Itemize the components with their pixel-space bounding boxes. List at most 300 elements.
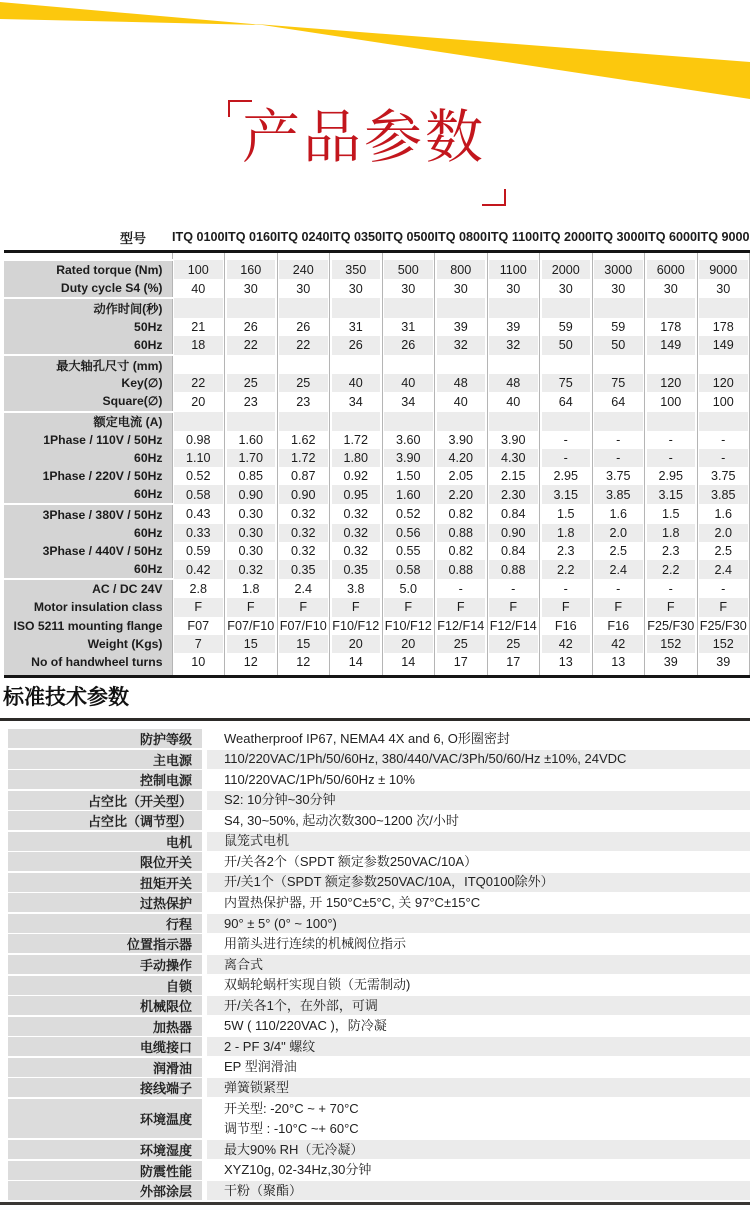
spec-cell bbox=[697, 412, 750, 431]
spec-cell: 2.4 bbox=[277, 579, 330, 598]
spec-cell: 40 bbox=[330, 374, 383, 392]
spec-cell: 22 bbox=[225, 336, 278, 355]
tech-row-value bbox=[207, 1058, 750, 1077]
spec-cell bbox=[382, 412, 435, 431]
spec-row bbox=[2, 485, 750, 504]
spec-cell: 0.92 bbox=[330, 467, 383, 485]
spec-cell: 3.15 bbox=[540, 485, 593, 504]
spec-row bbox=[2, 298, 750, 317]
spec-cell bbox=[697, 355, 750, 374]
spec-cell: 22 bbox=[277, 336, 330, 355]
tech-row bbox=[0, 996, 750, 1015]
spec-cell: 2.0 bbox=[592, 524, 645, 542]
tech-row-label: 环境温度 bbox=[8, 1099, 202, 1139]
spec-cell: 1100 bbox=[487, 260, 540, 279]
spec-cell: 23 bbox=[277, 392, 330, 411]
spacer-cell bbox=[382, 252, 435, 261]
tech-row-value-line: 110/220VAC/1Ph/50/60Hz, 380/440/VAC/3Ph/50/60/Hz ±10%, 24VDC bbox=[224, 751, 627, 767]
tech-row bbox=[0, 873, 750, 892]
spec-row bbox=[2, 524, 750, 542]
spec-cell bbox=[540, 298, 593, 317]
spec-cell: F16 bbox=[540, 617, 593, 635]
spec-cell: 6000 bbox=[645, 260, 698, 279]
model-name: ITQ 0500 bbox=[382, 224, 435, 252]
spacer-cell bbox=[330, 252, 383, 261]
spec-cell: 0.35 bbox=[330, 560, 383, 579]
spec-cell: 1.60 bbox=[382, 485, 435, 504]
spec-cell: 48 bbox=[487, 374, 540, 392]
tech-row-value-line: 鼠笼式电机 bbox=[224, 833, 290, 849]
spec-cell: 0.95 bbox=[330, 485, 383, 504]
model-header-label: 型号 bbox=[2, 224, 172, 252]
spec-cell: 13 bbox=[592, 653, 645, 671]
tech-row-value-line: XYZ10g, 02-34Hz,30分钟 bbox=[224, 1162, 372, 1178]
spec-cell: 2.95 bbox=[540, 467, 593, 485]
spec-cell: 2.8 bbox=[172, 579, 225, 598]
tech-row-value bbox=[207, 914, 750, 933]
spec-row-label: No of handwheel turns bbox=[2, 653, 172, 671]
spec-cell: F07/F10 bbox=[225, 617, 278, 635]
spec-cell: 0.90 bbox=[487, 524, 540, 542]
spec-row-label: 3Phase / 440V / 50Hz bbox=[2, 542, 172, 560]
tech-row-label: 接线端子 bbox=[8, 1078, 202, 1097]
spec-cell: 0.88 bbox=[487, 560, 540, 579]
spacer-cell bbox=[225, 671, 278, 677]
spec-cell: 25 bbox=[225, 374, 278, 392]
spec-cell: F bbox=[330, 598, 383, 616]
spec-cell: 100 bbox=[172, 260, 225, 279]
spec-cell: 0.59 bbox=[172, 542, 225, 560]
spec-row bbox=[2, 431, 750, 449]
spec-cell bbox=[172, 298, 225, 317]
tech-row-value bbox=[207, 811, 750, 830]
spec-row bbox=[2, 504, 750, 523]
spacer-row bbox=[2, 252, 750, 261]
spec-cell bbox=[225, 355, 278, 374]
spec-row-label: ISO 5211 mounting flange bbox=[2, 617, 172, 635]
tech-row-label: 手动操作 bbox=[8, 955, 202, 974]
spec-cell: 1.5 bbox=[540, 504, 593, 523]
tech-row-value-line: 双蜗轮蜗杆实现自锁（无需制动) bbox=[224, 977, 411, 993]
spec-cell: 1.80 bbox=[330, 449, 383, 467]
model-header-row bbox=[2, 224, 750, 252]
spec-cell: 39 bbox=[697, 653, 750, 671]
spec-row bbox=[2, 560, 750, 579]
tech-row-value bbox=[207, 832, 750, 851]
spec-cell: 48 bbox=[435, 374, 488, 392]
spec-row-label: 1Phase / 220V / 50Hz bbox=[2, 467, 172, 485]
spec-cell: 30 bbox=[382, 279, 435, 298]
spec-cell: 0.58 bbox=[382, 560, 435, 579]
spec-cell: 26 bbox=[330, 336, 383, 355]
spec-cell: 2.2 bbox=[645, 560, 698, 579]
spec-cell: - bbox=[645, 449, 698, 467]
spec-cell: 0.88 bbox=[435, 524, 488, 542]
spec-cell: 0.32 bbox=[277, 504, 330, 523]
spec-row-label: 动作时间(秒) bbox=[2, 298, 172, 317]
spec-cell: - bbox=[592, 431, 645, 449]
tech-row bbox=[0, 955, 750, 974]
spec-cell bbox=[540, 412, 593, 431]
tech-row bbox=[0, 1058, 750, 1077]
spacer-cell bbox=[435, 671, 488, 677]
tech-row-label: 位置指示器 bbox=[8, 934, 202, 953]
spec-cell: 1.8 bbox=[645, 524, 698, 542]
spec-row bbox=[2, 653, 750, 671]
spec-row bbox=[2, 355, 750, 374]
tech-row bbox=[0, 934, 750, 953]
spec-row-label: 50Hz bbox=[2, 318, 172, 336]
tech-row-value-line: 调节型 : -10°C ~+ 60°C bbox=[224, 1120, 359, 1136]
spacer-label-cell bbox=[2, 252, 172, 261]
tech-row bbox=[0, 976, 750, 995]
spec-cell: 2.05 bbox=[435, 467, 488, 485]
spec-cell: 0.85 bbox=[225, 467, 278, 485]
spec-cell: 39 bbox=[645, 653, 698, 671]
model-name: ITQ 0240 bbox=[277, 224, 330, 252]
spec-row bbox=[2, 412, 750, 431]
spec-cell: F bbox=[540, 598, 593, 616]
spec-cell: 12 bbox=[225, 653, 278, 671]
spec-cell: F12/F14 bbox=[435, 617, 488, 635]
tech-row-label: 防护等级 bbox=[8, 729, 202, 748]
tech-row-value-line: 开/关各1个，在外部，可调 bbox=[224, 997, 378, 1013]
spec-cell: 0.87 bbox=[277, 467, 330, 485]
spec-row bbox=[2, 598, 750, 616]
spec-cell bbox=[435, 412, 488, 431]
model-name: ITQ 0100 bbox=[172, 224, 225, 252]
spec-cell: F bbox=[697, 598, 750, 616]
tech-row bbox=[0, 1017, 750, 1036]
spec-cell: 3.90 bbox=[435, 431, 488, 449]
spec-cell: - bbox=[435, 579, 488, 598]
tech-row-label: 外部涂层 bbox=[8, 1181, 202, 1200]
spec-cell: 2.0 bbox=[697, 524, 750, 542]
spec-cell: 75 bbox=[540, 374, 593, 392]
tech-row bbox=[0, 750, 750, 769]
spec-row-label: 60Hz bbox=[2, 560, 172, 579]
spacer-cell bbox=[172, 252, 225, 261]
spec-cell: F07 bbox=[172, 617, 225, 635]
spec-cell: 34 bbox=[382, 392, 435, 411]
spec-row bbox=[2, 279, 750, 298]
spacer-cell bbox=[487, 671, 540, 677]
spec-cell: 0.32 bbox=[330, 524, 383, 542]
spec-cell: - bbox=[540, 579, 593, 598]
tech-row-label: 防震性能 bbox=[8, 1161, 202, 1180]
spec-cell: 2000 bbox=[540, 260, 593, 279]
spec-row-label: Key(∅) bbox=[2, 374, 172, 392]
model-name: ITQ 1100 bbox=[487, 224, 540, 252]
spec-cell bbox=[487, 298, 540, 317]
tech-row bbox=[0, 791, 750, 810]
spec-row-label: 最大轴孔尺寸 (mm) bbox=[2, 355, 172, 374]
spec-cell: 800 bbox=[435, 260, 488, 279]
spacer-cell bbox=[487, 252, 540, 261]
tech-row-label: 电机 bbox=[8, 832, 202, 851]
spec-cell: F bbox=[277, 598, 330, 616]
tech-row bbox=[0, 893, 750, 912]
spec-cell: 25 bbox=[277, 374, 330, 392]
yellow-ribbon-graphic bbox=[0, 0, 750, 115]
model-name: ITQ 6000 bbox=[645, 224, 698, 252]
spec-cell: 240 bbox=[277, 260, 330, 279]
spec-cell: 30 bbox=[330, 279, 383, 298]
spec-cell: 39 bbox=[435, 318, 488, 336]
spec-cell: 100 bbox=[645, 392, 698, 411]
tech-row-value bbox=[207, 1161, 750, 1180]
spec-cell: 0.55 bbox=[382, 542, 435, 560]
spec-row-label: Duty cycle S4 (%) bbox=[2, 279, 172, 298]
spec-cell bbox=[172, 412, 225, 431]
spec-cell: 0.33 bbox=[172, 524, 225, 542]
tech-row-value bbox=[207, 996, 750, 1015]
spec-cell: - bbox=[540, 431, 593, 449]
spacer-cell bbox=[382, 671, 435, 677]
spacer-cell bbox=[540, 252, 593, 261]
spec-cell: 2.4 bbox=[592, 560, 645, 579]
spacer-cell bbox=[330, 671, 383, 677]
tech-row-value bbox=[207, 852, 750, 871]
tech-section-heading: 标准技术参数 bbox=[3, 686, 129, 709]
tech-row-value-line: S2: 10分钟~30分钟 bbox=[224, 792, 336, 808]
spec-row bbox=[2, 635, 750, 653]
spec-cell bbox=[435, 355, 488, 374]
tech-row-value bbox=[207, 791, 750, 810]
spec-cell bbox=[330, 298, 383, 317]
tech-row-value-line: 最大90% RH（无冷凝） bbox=[224, 1141, 364, 1157]
spec-cell: 0.42 bbox=[172, 560, 225, 579]
model-name: ITQ 9000 bbox=[697, 224, 750, 252]
spec-cell: 26 bbox=[382, 336, 435, 355]
spec-cell: 2.95 bbox=[645, 467, 698, 485]
spec-cell: 26 bbox=[225, 318, 278, 336]
spec-cell: 149 bbox=[697, 336, 750, 355]
tech-row-label: 占空比（开关型） bbox=[8, 791, 202, 810]
tech-row-value bbox=[207, 934, 750, 953]
spec-row bbox=[2, 318, 750, 336]
tech-row bbox=[0, 1161, 750, 1180]
tech-row-label: 机械限位 bbox=[8, 996, 202, 1015]
tech-row bbox=[0, 852, 750, 871]
spec-cell: 1.62 bbox=[277, 431, 330, 449]
tech-row-value-line: 弹簧锁紧型 bbox=[224, 1079, 290, 1095]
spec-cell: - bbox=[645, 431, 698, 449]
spec-cell: 30 bbox=[592, 279, 645, 298]
model-name: ITQ 0350 bbox=[330, 224, 383, 252]
page-title-block bbox=[228, 100, 514, 206]
page-bottom-divider bbox=[0, 1202, 750, 1205]
spec-cell: 0.32 bbox=[330, 542, 383, 560]
spec-cell: 3.85 bbox=[697, 485, 750, 504]
spacer-cell bbox=[172, 671, 225, 677]
spec-cell: 178 bbox=[645, 318, 698, 336]
spacer-cell bbox=[697, 671, 750, 677]
spec-cell: 15 bbox=[277, 635, 330, 653]
spec-cell: 15 bbox=[225, 635, 278, 653]
spec-row bbox=[2, 449, 750, 467]
spec-cell: 2.15 bbox=[487, 467, 540, 485]
spec-cell: 59 bbox=[592, 318, 645, 336]
tech-row-value-line: 2 - PF 3/4" 螺纹 bbox=[224, 1038, 316, 1054]
spec-cell: 1.5 bbox=[645, 504, 698, 523]
spec-cell: F bbox=[172, 598, 225, 616]
spec-cell: 32 bbox=[487, 336, 540, 355]
spec-cell: 21 bbox=[172, 318, 225, 336]
spec-cell: 40 bbox=[487, 392, 540, 411]
spec-cell: 5.0 bbox=[382, 579, 435, 598]
tech-row-label: 电缆接口 bbox=[8, 1037, 202, 1056]
spec-cell: 3.8 bbox=[330, 579, 383, 598]
spec-cell: 20 bbox=[330, 635, 383, 653]
spacer-cell bbox=[277, 671, 330, 677]
spacer-cell bbox=[435, 252, 488, 261]
spec-cell: 1.72 bbox=[277, 449, 330, 467]
spec-cell: 30 bbox=[645, 279, 698, 298]
spec-cell: 3.90 bbox=[382, 449, 435, 467]
spec-cell: F10/F12 bbox=[382, 617, 435, 635]
spec-row-label: 60Hz bbox=[2, 336, 172, 355]
spec-cell: 0.82 bbox=[435, 542, 488, 560]
spec-cell: 2.4 bbox=[697, 560, 750, 579]
spec-cell: F bbox=[487, 598, 540, 616]
spec-cell: 18 bbox=[172, 336, 225, 355]
tech-row-label: 占空比（调节型） bbox=[8, 811, 202, 830]
spec-row-label: 60Hz bbox=[2, 485, 172, 504]
title-corner-bracket-bottom-right bbox=[482, 189, 506, 206]
spec-cell: 0.32 bbox=[277, 542, 330, 560]
spec-cell: - bbox=[540, 449, 593, 467]
tech-row-value-line: 离合式 bbox=[224, 956, 264, 972]
spec-cell: F bbox=[645, 598, 698, 616]
spec-cell bbox=[330, 412, 383, 431]
spec-cell: 0.56 bbox=[382, 524, 435, 542]
spec-cell: 12 bbox=[277, 653, 330, 671]
spec-cell: - bbox=[697, 431, 750, 449]
spec-cell: 0.32 bbox=[225, 560, 278, 579]
tech-spec-section bbox=[0, 686, 750, 1202]
spec-row bbox=[2, 374, 750, 392]
spec-row bbox=[2, 467, 750, 485]
tech-row bbox=[0, 811, 750, 830]
spec-row-label: 1Phase / 110V / 50Hz bbox=[2, 431, 172, 449]
spec-cell: - bbox=[592, 449, 645, 467]
model-spec-table bbox=[0, 224, 750, 678]
spec-cell: 1.10 bbox=[172, 449, 225, 467]
spec-cell: 64 bbox=[592, 392, 645, 411]
spec-cell: 42 bbox=[540, 635, 593, 653]
spec-cell: 149 bbox=[645, 336, 698, 355]
spec-cell bbox=[592, 412, 645, 431]
spec-cell: 3.15 bbox=[645, 485, 698, 504]
tech-row-value-line: 用箭头进行连续的机械阀位指示 bbox=[224, 936, 407, 952]
spec-cell: 0.90 bbox=[277, 485, 330, 504]
spec-cell: 120 bbox=[697, 374, 750, 392]
tech-row-value-line: 110/220VAC/1Ph/50/60Hz ± 10% bbox=[224, 771, 415, 787]
tech-row-label: 自锁 bbox=[8, 976, 202, 995]
spec-cell: 2.30 bbox=[487, 485, 540, 504]
tech-row-value-line: 开/关1个（SPDT 额定参数250VAC/10A，ITQ0100除外） bbox=[224, 874, 554, 890]
spec-cell: 25 bbox=[435, 635, 488, 653]
tech-row-value-line: 内置热保护器, 开 150°C±5°C, 关 97°C±15°C bbox=[224, 894, 481, 910]
spec-cell bbox=[277, 355, 330, 374]
model-name: ITQ 3000 bbox=[592, 224, 645, 252]
tech-row-value bbox=[207, 873, 750, 892]
spec-cell: 40 bbox=[172, 279, 225, 298]
spacer-row bbox=[2, 671, 750, 677]
spec-cell: 14 bbox=[382, 653, 435, 671]
spec-cell: 1.8 bbox=[225, 579, 278, 598]
spec-cell: 30 bbox=[487, 279, 540, 298]
tech-row bbox=[0, 1037, 750, 1056]
spec-row-label: 额定电流 (A) bbox=[2, 412, 172, 431]
spec-cell: 31 bbox=[382, 318, 435, 336]
spec-cell: 4.30 bbox=[487, 449, 540, 467]
spec-cell: F bbox=[225, 598, 278, 616]
spec-cell: 152 bbox=[697, 635, 750, 653]
spacer-cell bbox=[225, 252, 278, 261]
spec-row-label: Weight (Kgs) bbox=[2, 635, 172, 653]
spec-cell: 0.43 bbox=[172, 504, 225, 523]
tech-row-value-line: 干粉（聚酯） bbox=[224, 1182, 303, 1198]
spec-cell: 25 bbox=[487, 635, 540, 653]
spec-cell: 32 bbox=[435, 336, 488, 355]
spacer-cell bbox=[540, 671, 593, 677]
tech-row-label: 润滑油 bbox=[8, 1058, 202, 1077]
spec-cell: 30 bbox=[225, 279, 278, 298]
tech-spec-rows bbox=[0, 729, 750, 1200]
tech-row-value-line: EP 型润滑油 bbox=[224, 1059, 297, 1075]
spec-cell: 0.82 bbox=[435, 504, 488, 523]
spec-cell bbox=[172, 355, 225, 374]
spec-cell: 59 bbox=[540, 318, 593, 336]
spec-cell bbox=[487, 412, 540, 431]
spec-cell: 34 bbox=[330, 392, 383, 411]
spec-row bbox=[2, 260, 750, 279]
spec-cell: 1.8 bbox=[540, 524, 593, 542]
spec-cell: - bbox=[697, 449, 750, 467]
spec-row bbox=[2, 617, 750, 635]
spec-cell: 30 bbox=[540, 279, 593, 298]
model-name: ITQ 2000 bbox=[540, 224, 593, 252]
spacer-label-cell bbox=[2, 671, 172, 677]
tech-row bbox=[0, 729, 750, 748]
spec-cell: 0.30 bbox=[225, 524, 278, 542]
tech-row-label: 环境湿度 bbox=[8, 1140, 202, 1159]
spec-cell: F07/F10 bbox=[277, 617, 330, 635]
spec-cell: 1.70 bbox=[225, 449, 278, 467]
tech-row bbox=[0, 1099, 750, 1139]
spec-cell: 3.75 bbox=[592, 467, 645, 485]
tech-row-label: 扭矩开关 bbox=[8, 873, 202, 892]
spec-row-label: Motor insulation class bbox=[2, 598, 172, 616]
spec-cell: 1.50 bbox=[382, 467, 435, 485]
spec-cell: - bbox=[592, 579, 645, 598]
spec-cell bbox=[697, 298, 750, 317]
spec-cell: 1.72 bbox=[330, 431, 383, 449]
tech-row-label: 主电源 bbox=[8, 750, 202, 769]
spec-cell: 30 bbox=[697, 279, 750, 298]
spec-cell: 2.5 bbox=[697, 542, 750, 560]
spec-cell: F bbox=[592, 598, 645, 616]
spec-cell: 1.6 bbox=[697, 504, 750, 523]
spec-row-label: Square(∅) bbox=[2, 392, 172, 411]
tech-row-value-line: Weatherproof IP67, NEMA4 4X and 6, O形圈密封 bbox=[224, 730, 510, 746]
spec-cell: 500 bbox=[382, 260, 435, 279]
spec-cell: 22 bbox=[172, 374, 225, 392]
spec-cell: 7 bbox=[172, 635, 225, 653]
spec-cell: 0.98 bbox=[172, 431, 225, 449]
